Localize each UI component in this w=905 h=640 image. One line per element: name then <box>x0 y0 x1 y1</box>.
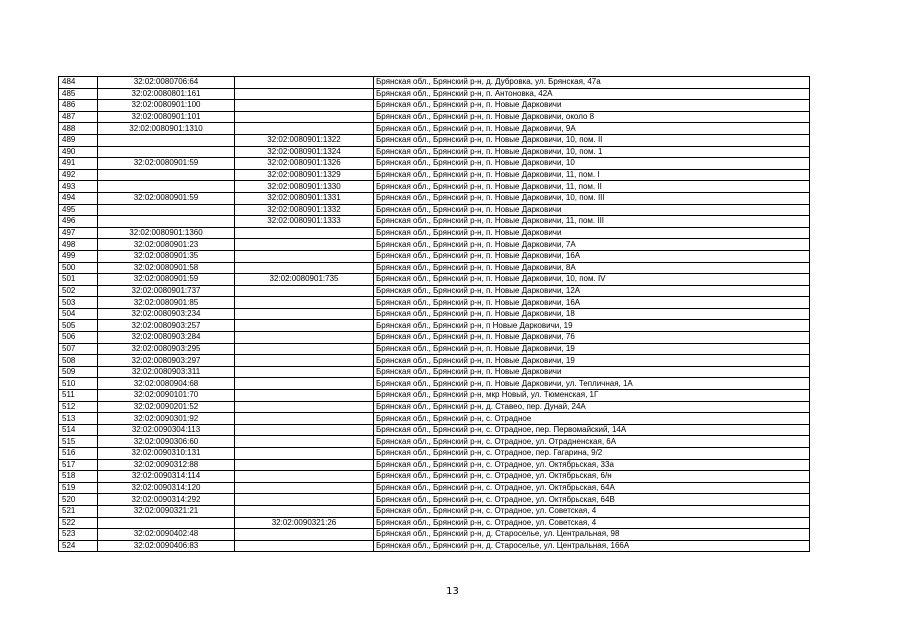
related-cadastral-number-cell <box>235 343 374 355</box>
cadastral-number-cell <box>98 181 235 193</box>
address-cell: Брянская обл., Брянский р-н, с. Отрадное, ул. Октябрьская, 64А <box>374 482 810 494</box>
row-number-cell: 512 <box>59 401 98 413</box>
related-cadastral-number-cell <box>235 250 374 262</box>
related-cadastral-number-cell <box>235 100 374 112</box>
table-row <box>59 216 810 228</box>
table-row <box>59 390 810 402</box>
row-number-cell: 486 <box>59 100 98 112</box>
cadastral-number-cell <box>98 216 235 228</box>
table-row <box>59 88 810 100</box>
cadastral-number-cell: 32:02:0080901:1310 <box>98 123 235 135</box>
cadastral-number-cell: 32:02:0080903:257 <box>98 320 235 332</box>
address-cell: Брянская обл., Брянский р-н, п. Новые Дарковичи, 16А <box>374 297 810 309</box>
address-cell: Брянская обл., Брянский р-н, с. Отрадное, ул. Советская, 4 <box>374 517 810 529</box>
address-cell: Брянская обл., Брянский р-н, д. Староселье, ул. Центральная, 98 <box>374 529 810 541</box>
row-number-cell: 492 <box>59 169 98 181</box>
address-cell: Брянская обл., Брянский р-н, с. Отрадное, ул. Октябрьская, 64В <box>374 494 810 506</box>
related-cadastral-number-cell <box>235 505 374 517</box>
row-number-cell: 520 <box>59 494 98 506</box>
row-number-cell: 524 <box>59 540 98 552</box>
address-cell: Брянская обл., Брянский р-н, с. Отрадное <box>374 413 810 425</box>
cadastral-number-cell: 32:02:0080706:64 <box>98 77 235 89</box>
cadastral-number-cell: 32:02:0090406:83 <box>98 540 235 552</box>
address-cell: Брянская обл., Брянский р-н, с. Отрадное, пер. Первомайский, 14А <box>374 424 810 436</box>
row-number-cell: 502 <box>59 285 98 297</box>
cadastral-number-cell: 32:02:0080903:297 <box>98 355 235 367</box>
related-cadastral-number-cell <box>235 482 374 494</box>
row-number-cell: 517 <box>59 459 98 471</box>
related-cadastral-number-cell <box>235 378 374 390</box>
address-cell: Брянская обл., Брянский р-н, п. Новые Дарковичи, ул. Тепличная, 1А <box>374 378 810 390</box>
related-cadastral-number-cell: 32:02:0080901:1329 <box>235 169 374 181</box>
address-cell: Брянская обл., Брянский р-н, п. Новые Дарковичи, 10, пом. IV <box>374 274 810 286</box>
related-cadastral-number-cell <box>235 308 374 320</box>
related-cadastral-number-cell <box>235 529 374 541</box>
address-cell: Брянская обл., Брянский р-н, п. Новые Дарковичи, 12А <box>374 285 810 297</box>
related-cadastral-number-cell <box>235 262 374 274</box>
table-row <box>59 239 810 251</box>
related-cadastral-number-cell <box>235 459 374 471</box>
address-cell: Брянская обл., Брянский р-н, с. Отрадное, ул. Октябрьская, 33а <box>374 459 810 471</box>
cadastral-number-cell: 32:02:0080901:100 <box>98 100 235 112</box>
table-row <box>59 424 810 436</box>
cadastral-number-cell: 32:02:0080903:295 <box>98 343 235 355</box>
row-number-cell: 515 <box>59 436 98 448</box>
address-cell: Брянская обл., Брянский р-н, п. Новые Дарковичи, 11, пом. I <box>374 169 810 181</box>
cadastral-number-cell: 32:02:0090312:88 <box>98 459 235 471</box>
row-number-cell: 509 <box>59 366 98 378</box>
row-number-cell: 516 <box>59 448 98 460</box>
cadastral-number-cell: 32:02:0080901:58 <box>98 262 235 274</box>
cadastral-number-cell: 32:02:0090314:292 <box>98 494 235 506</box>
address-cell: Брянская обл., Брянский р-н, с. Отрадное, пер. Гагарина, 9/2 <box>374 448 810 460</box>
row-number-cell: 497 <box>59 227 98 239</box>
related-cadastral-number-cell <box>235 123 374 135</box>
cadastral-number-cell: 32:02:0080901:23 <box>98 239 235 251</box>
address-cell: Брянская обл., Брянский р-н, п. Новые Дарковичи, 9А <box>374 123 810 135</box>
cadastral-table <box>58 76 810 552</box>
cadastral-number-cell: 32:02:0090301:92 <box>98 413 235 425</box>
table-row <box>59 77 810 89</box>
row-number-cell: 489 <box>59 134 98 146</box>
row-number-cell: 518 <box>59 471 98 483</box>
row-number-cell: 523 <box>59 529 98 541</box>
row-number-cell: 503 <box>59 297 98 309</box>
table-row <box>59 401 810 413</box>
cadastral-number-cell <box>98 204 235 216</box>
row-number-cell: 498 <box>59 239 98 251</box>
address-cell: Брянская обл., Брянский р-н, п. Новые Дарковичи, 16А <box>374 250 810 262</box>
related-cadastral-number-cell <box>235 436 374 448</box>
related-cadastral-number-cell: 32:02:0080901:1331 <box>235 192 374 204</box>
related-cadastral-number-cell <box>235 366 374 378</box>
address-cell: Брянская обл., Брянский р-н, п. Новые Дарковичи, 19 <box>374 355 810 367</box>
related-cadastral-number-cell: 32:02:0080901:1324 <box>235 146 374 158</box>
related-cadastral-number-cell <box>235 471 374 483</box>
table-row <box>59 134 810 146</box>
table-row <box>59 413 810 425</box>
table-row <box>59 459 810 471</box>
related-cadastral-number-cell <box>235 88 374 100</box>
page-number: 13 <box>446 586 459 597</box>
row-number-cell: 485 <box>59 88 98 100</box>
address-cell: Брянская обл., Брянский р-н, п. Новые Дарковичи, 18 <box>374 308 810 320</box>
related-cadastral-number-cell <box>235 239 374 251</box>
address-cell: Брянская обл., Брянский р-н, д. Дубровка, ул. Брянская, 47а <box>374 77 810 89</box>
related-cadastral-number-cell <box>235 494 374 506</box>
related-cadastral-number-cell: 32:02:0080901:1330 <box>235 181 374 193</box>
related-cadastral-number-cell: 32:02:0090321:26 <box>235 517 374 529</box>
table-row <box>59 308 810 320</box>
table-row <box>59 285 810 297</box>
table-row <box>59 250 810 262</box>
address-cell: Брянская обл., Брянский р-н, п. Новые Дарковичи <box>374 227 810 239</box>
table-row <box>59 343 810 355</box>
address-cell: Брянская обл., Брянский р-н, с. Отрадное, ул. Советская, 4 <box>374 505 810 517</box>
address-cell: Брянская обл., Брянский р-н, п. Новые Дарковичи, 19 <box>374 343 810 355</box>
cadastral-number-cell: 32:02:0080903:311 <box>98 366 235 378</box>
cadastral-number-cell: 32:02:0090314:114 <box>98 471 235 483</box>
address-cell: Брянская обл., Брянский р-н, с. Отрадное, ул. Отрадненская, 6А <box>374 436 810 448</box>
row-number-cell: 504 <box>59 308 98 320</box>
table-row <box>59 158 810 170</box>
row-number-cell: 513 <box>59 413 98 425</box>
row-number-cell: 493 <box>59 181 98 193</box>
table-row <box>59 111 810 123</box>
table-row <box>59 227 810 239</box>
cadastral-number-cell: 32:02:0090304:113 <box>98 424 235 436</box>
row-number-cell: 511 <box>59 390 98 402</box>
table-row <box>59 181 810 193</box>
table-row <box>59 529 810 541</box>
row-number-cell: 495 <box>59 204 98 216</box>
row-number-cell: 521 <box>59 505 98 517</box>
related-cadastral-number-cell <box>235 77 374 89</box>
cadastral-number-cell: 32:02:0090310:131 <box>98 448 235 460</box>
table-row <box>59 146 810 158</box>
address-cell: Брянская обл., Брянский р-н, мкр Новый, ул. Тюменская, 1Г <box>374 390 810 402</box>
cadastral-number-cell <box>98 169 235 181</box>
address-cell: Брянская обл., Брянский р-н, д. Ставео, пер. Дунай, 24А <box>374 401 810 413</box>
table-row <box>59 505 810 517</box>
cadastral-number-cell: 32:02:0080903:284 <box>98 332 235 344</box>
address-cell: Брянская обл., Брянский р-н, п. Новые Дарковичи, около 8 <box>374 111 810 123</box>
row-number-cell: 514 <box>59 424 98 436</box>
row-number-cell: 500 <box>59 262 98 274</box>
related-cadastral-number-cell: 32:02:0080901:1332 <box>235 204 374 216</box>
row-number-cell: 501 <box>59 274 98 286</box>
table-row <box>59 355 810 367</box>
cadastral-number-cell: 32:02:0080901:101 <box>98 111 235 123</box>
table-row <box>59 471 810 483</box>
address-cell: Брянская обл., Брянский р-н, п. Новые Дарковичи <box>374 204 810 216</box>
table-body <box>59 77 810 552</box>
cadastral-number-cell: 32:02:0080901:85 <box>98 297 235 309</box>
related-cadastral-number-cell <box>235 540 374 552</box>
row-number-cell: 510 <box>59 378 98 390</box>
cadastral-number-cell: 32:02:0090402:48 <box>98 529 235 541</box>
row-number-cell: 505 <box>59 320 98 332</box>
cadastral-number-cell: 32:02:0080901:1360 <box>98 227 235 239</box>
table-row <box>59 366 810 378</box>
row-number-cell: 508 <box>59 355 98 367</box>
table-row <box>59 482 810 494</box>
table-row <box>59 262 810 274</box>
table-row <box>59 448 810 460</box>
related-cadastral-number-cell <box>235 320 374 332</box>
cadastral-number-cell: 32:02:0090306:60 <box>98 436 235 448</box>
address-cell: Брянская обл., Брянский р-н, п. Новые Дарковичи, 10, пом. II <box>374 134 810 146</box>
related-cadastral-number-cell <box>235 424 374 436</box>
row-number-cell: 499 <box>59 250 98 262</box>
address-cell: Брянская обл., Брянский р-н, п. Новые Дарковичи <box>374 100 810 112</box>
related-cadastral-number-cell <box>235 401 374 413</box>
related-cadastral-number-cell: 32:02:0080901:1326 <box>235 158 374 170</box>
cadastral-number-cell: 32:02:0090321:21 <box>98 505 235 517</box>
related-cadastral-number-cell <box>235 355 374 367</box>
address-cell: Брянская обл., Брянский р-н, п. Новые Дарковичи, 11, пом. III <box>374 216 810 228</box>
row-number-cell: 507 <box>59 343 98 355</box>
address-cell: Брянская обл., Брянский р-н, п. Новые Дарковичи, 7А <box>374 239 810 251</box>
address-cell: Брянская обл., Брянский р-н, п. Новые Дарковичи, 76 <box>374 332 810 344</box>
table-row <box>59 204 810 216</box>
related-cadastral-number-cell <box>235 297 374 309</box>
table-row <box>59 192 810 204</box>
table-row <box>59 332 810 344</box>
cadastral-number-cell: 32:02:0090314:120 <box>98 482 235 494</box>
table-row <box>59 436 810 448</box>
cadastral-number-cell <box>98 517 235 529</box>
related-cadastral-number-cell <box>235 227 374 239</box>
table-row <box>59 517 810 529</box>
table-row <box>59 540 810 552</box>
row-number-cell: 494 <box>59 192 98 204</box>
row-number-cell: 522 <box>59 517 98 529</box>
cadastral-number-cell: 32:02:0090101:70 <box>98 390 235 402</box>
cadastral-number-cell: 32:02:0080901:35 <box>98 250 235 262</box>
row-number-cell: 487 <box>59 111 98 123</box>
table-row <box>59 494 810 506</box>
row-number-cell: 496 <box>59 216 98 228</box>
related-cadastral-number-cell <box>235 111 374 123</box>
cadastral-number-cell <box>98 134 235 146</box>
address-cell: Брянская обл., Брянский р-н, п. Новые Дарковичи, 10 <box>374 158 810 170</box>
address-cell: Брянская обл., Брянский р-н, п. Антоновка, 42А <box>374 88 810 100</box>
table-row <box>59 169 810 181</box>
related-cadastral-number-cell: 32:02:0080901:1333 <box>235 216 374 228</box>
address-cell: Брянская обл., Брянский р-н, с. Отрадное, ул. Октябрьская, 6/н <box>374 471 810 483</box>
related-cadastral-number-cell <box>235 448 374 460</box>
table-row <box>59 378 810 390</box>
row-number-cell: 490 <box>59 146 98 158</box>
address-cell: Брянская обл., Брянский р-н, п. Новые Дарковичи, 11, пом. II <box>374 181 810 193</box>
table-row <box>59 297 810 309</box>
table-row <box>59 100 810 112</box>
related-cadastral-number-cell <box>235 390 374 402</box>
cadastral-number-cell: 32:02:0090201:52 <box>98 401 235 413</box>
cadastral-number-cell: 32:02:0080901:59 <box>98 274 235 286</box>
cadastral-number-cell: 32:02:0080901:59 <box>98 158 235 170</box>
cadastral-number-cell <box>98 146 235 158</box>
address-cell: Брянская обл., Брянский р-н, д. Староселье, ул. Центральная, 166А <box>374 540 810 552</box>
related-cadastral-number-cell <box>235 413 374 425</box>
table-row <box>59 320 810 332</box>
cadastral-number-cell: 32:02:0080903:234 <box>98 308 235 320</box>
address-cell: Брянская обл., Брянский р-н, п Новые Дарковичи, 19 <box>374 320 810 332</box>
row-number-cell: 506 <box>59 332 98 344</box>
table-row <box>59 123 810 135</box>
table-row <box>59 274 810 286</box>
address-cell: Брянская обл., Брянский р-н, п. Новые Дарковичи <box>374 366 810 378</box>
related-cadastral-number-cell <box>235 285 374 297</box>
related-cadastral-number-cell: 32:02:0080901:735 <box>235 274 374 286</box>
row-number-cell: 491 <box>59 158 98 170</box>
row-number-cell: 484 <box>59 77 98 89</box>
cadastral-number-cell: 32:02:0080801:161 <box>98 88 235 100</box>
cadastral-number-cell: 32:02:0080904:68 <box>98 378 235 390</box>
address-cell: Брянская обл., Брянский р-н, п. Новые Дарковичи, 10, пом. 1 <box>374 146 810 158</box>
address-cell: Брянская обл., Брянский р-н, п. Новые Дарковичи, 8А <box>374 262 810 274</box>
cadastral-number-cell: 32:02:0080901:59 <box>98 192 235 204</box>
cadastral-number-cell: 32:02:0080901:737 <box>98 285 235 297</box>
related-cadastral-number-cell: 32:02:0080901:1322 <box>235 134 374 146</box>
related-cadastral-number-cell <box>235 332 374 344</box>
row-number-cell: 488 <box>59 123 98 135</box>
address-cell: Брянская обл., Брянский р-н, п. Новые Дарковичи, 10, пом. III <box>374 192 810 204</box>
row-number-cell: 519 <box>59 482 98 494</box>
